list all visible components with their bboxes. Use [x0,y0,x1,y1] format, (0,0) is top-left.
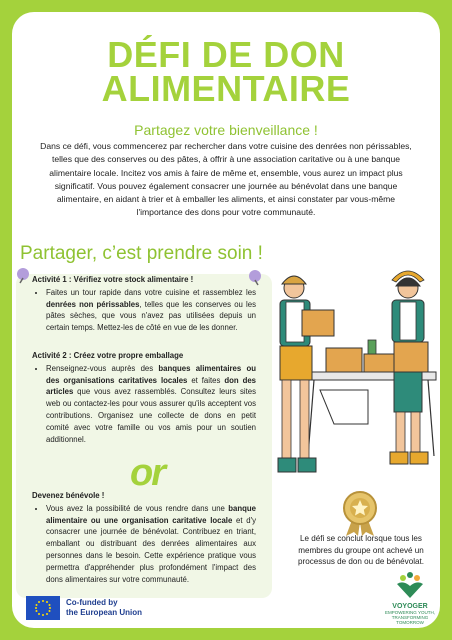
activity-3-text: • Vous avez la possibilité de vous rendre dans une banque alimentaire ou une organisation caritative locale et d'y consacrer une journée de bénévolat. Contribuez en triant, emballant ou distribuant des denrées alimentaires aux personnes dans le besoin. Cette expérience pratique vous permettra d'appréhender plus profondément l'impact des dons alimentaires sur votre communauté. [46,503,256,586]
subtitle: Partagez votre bienveillance ! [134,122,318,138]
activity-3-heading: Devenez bénévole ! [32,491,105,500]
eu-funding-logo [26,596,142,620]
voyoger-figures-icon [395,572,425,598]
activity-2-text: • Renseignez-vous auprès des banques alimentaires ou des organisations caritatives locales et faites don des articles que vous avez rassemblés. Consultez leurs sites web ou contactez-les pour vous assurer qu'ils acceptent vos contributions. Organisez une collecte de dons en petit comité avec votre famille ou vos amis pour un soutien additionnel. [46,363,256,446]
logo-tagline-1: EMPOWERING YOUTH, [385,610,435,615]
section-title: Partager, c’est prendre soin ! [20,243,263,264]
logo-name: VOYOGER [392,603,428,610]
intro-paragraph: Dans ce défi, vous commencerez par rechercher dans votre cuisine des denrées non périssables, telles que des conserves ou des pâtes, à offrir à une association caritative ou à une banque alimentaire locale. Incitez vos amis à faire de même et, ensemble, vous aurez un impact plus significatif. Vous pouvez également consacrer une journée au bénévolat dans une banque alimentaire, en aidant à trier et à emballer les aliments, et ainsi constater par vous-même l'importance des dons pour votre communauté. [40,141,412,218]
eu-line-1: Co-funded by [66,598,118,607]
activity-3 [32,490,256,585]
activity-2-heading: Activité 2 : Créez votre propre emballage [32,351,184,360]
eu-flag-icon [26,596,60,620]
activity-1 [32,274,256,334]
eu-line-2: the European Union [66,608,142,617]
gold-medal-icon [342,490,378,536]
logo-tagline-3: TOMORROW [396,620,424,625]
activity-1-text: • Faites un tour rapide dans votre cuisine et rassemblez les denrées non périssables, telles que les conserves ou les pâtes sèches, que vous n'avez pas utilisées depuis un certain temps. Mettez-les de côté en vue de les donner. [46,287,256,334]
title-line-1: DÉFI DE DON [107,34,345,75]
logo-tagline-2: TRANSFORMING [391,615,429,620]
content-card [12,12,440,628]
conclusion-text: Le défi se conclut lorsque tous les membres du groupe ont achevé un processus de don ou de bénévolat. [298,534,424,566]
volunteers-illustration [268,266,438,488]
pushpin-icon [14,266,32,284]
activity-1-heading: Activité 1 : Vérifiez votre stock alimentaire ! [32,275,194,284]
title-line-2: ALIMENTAIRE [101,68,351,109]
activity-2 [32,350,256,445]
or-separator: or [130,452,164,494]
voyoger-logo [380,572,440,625]
